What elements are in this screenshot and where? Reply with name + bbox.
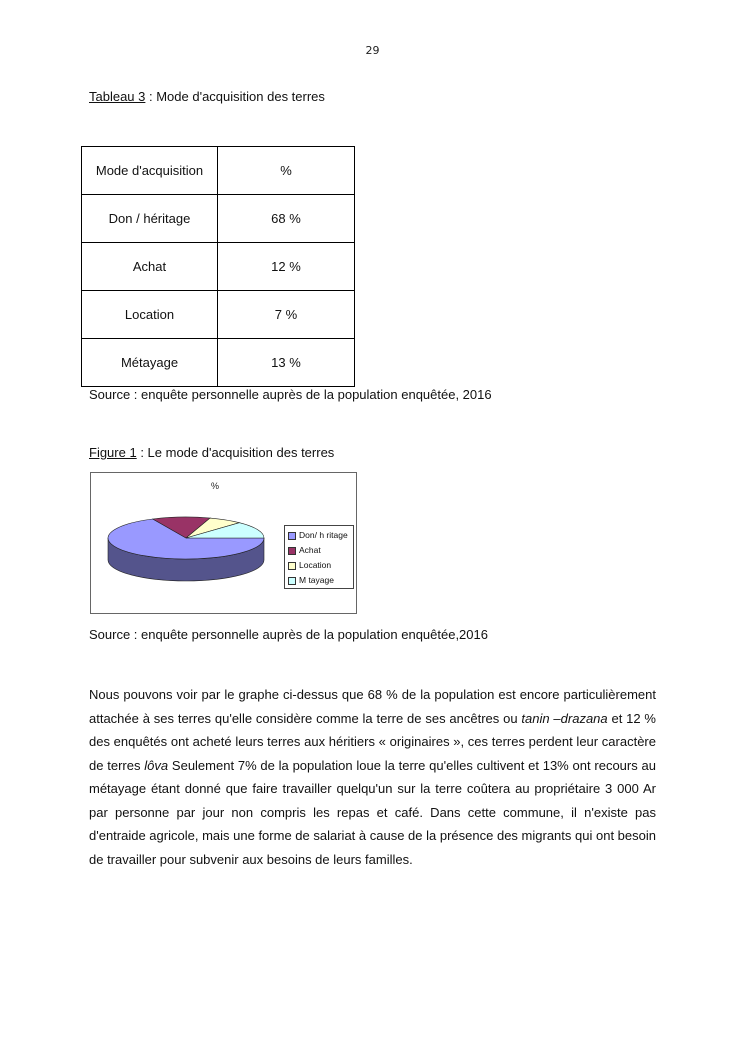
text-run: Nous pouvons voir par le graphe ci-dessus que 68 % de la population est encore particulièrement attachée à ses terres qu'elle considère comme la terre de ses ancêtres ou	[89, 687, 656, 726]
legend-swatch	[288, 547, 296, 555]
table-caption-label: Tableau 3	[89, 89, 146, 104]
body-paragraph	[89, 683, 656, 871]
table-row	[82, 195, 355, 243]
italic-term: lôva	[144, 757, 169, 773]
table-row	[82, 339, 355, 387]
table-cell: 12 %	[218, 243, 355, 291]
chart-legend	[284, 525, 354, 589]
legend-swatch	[288, 562, 296, 570]
legend-label: Achat	[299, 545, 321, 555]
page-number: 29	[365, 44, 380, 57]
table-header-cell: Mode d'acquisition	[82, 147, 218, 195]
legend-label: M tayage	[299, 575, 334, 585]
legend-label: Don/ h ritage	[299, 530, 348, 540]
figure-caption	[89, 445, 334, 460]
table-header-cell: %	[218, 147, 355, 195]
paragraph	[89, 683, 656, 871]
table-caption-text: : Mode d'acquisition des terres	[145, 89, 325, 104]
legend-swatch	[288, 577, 296, 585]
table-cell: Achat	[82, 243, 218, 291]
table-cell: Location	[82, 291, 218, 339]
legend-item	[288, 543, 353, 558]
text-run: et 12 % des enquêtés ont acheté leurs terres aux héritiers « originaires », ces terres perdent leur caractère de terres	[89, 710, 656, 773]
table-cell: 7 %	[218, 291, 355, 339]
table-cell: Métayage	[82, 339, 218, 387]
legend-item	[288, 573, 353, 588]
table-cell: 68 %	[218, 195, 355, 243]
legend-label: Location	[299, 560, 332, 570]
table-row	[82, 291, 355, 339]
legend-item	[288, 528, 353, 543]
text-run: Seulement 7% de la population loue la terre qu'elles cultivent et 13% ont recours au métayage étant donné que faire travailler quelqu'un sur la terre coûtera au propriétaire 3 000 Ar par personne par jour non compris les repas et café. Dans cette commune, il n'existe pas d'entraide agricole, mais une forme de salariat à cause de la présence des migrants qui ont besoin de travailler pour subvenir aux besoins de leurs familles.	[89, 757, 656, 867]
pie-chart	[90, 472, 357, 614]
legend-item	[288, 558, 353, 573]
table-header-row	[82, 147, 355, 195]
figure-caption-text: : Le mode d'acquisition des terres	[136, 445, 335, 460]
table-source: Source : enquête personnelle auprès de la population enquêtée, 2016	[89, 387, 492, 402]
legend-swatch	[288, 532, 296, 540]
figure-source: Source : enquête personnelle auprès de la population enquêtée,2016	[89, 627, 488, 642]
table-caption	[89, 89, 325, 104]
chart-title: %	[211, 481, 220, 491]
table-cell: Don / héritage	[82, 195, 218, 243]
figure-caption-label: Figure 1	[89, 445, 137, 460]
acquisition-table	[81, 146, 355, 387]
table-row	[82, 243, 355, 291]
table-cell: 13 %	[218, 339, 355, 387]
italic-term: tanin –drazana	[521, 710, 608, 726]
